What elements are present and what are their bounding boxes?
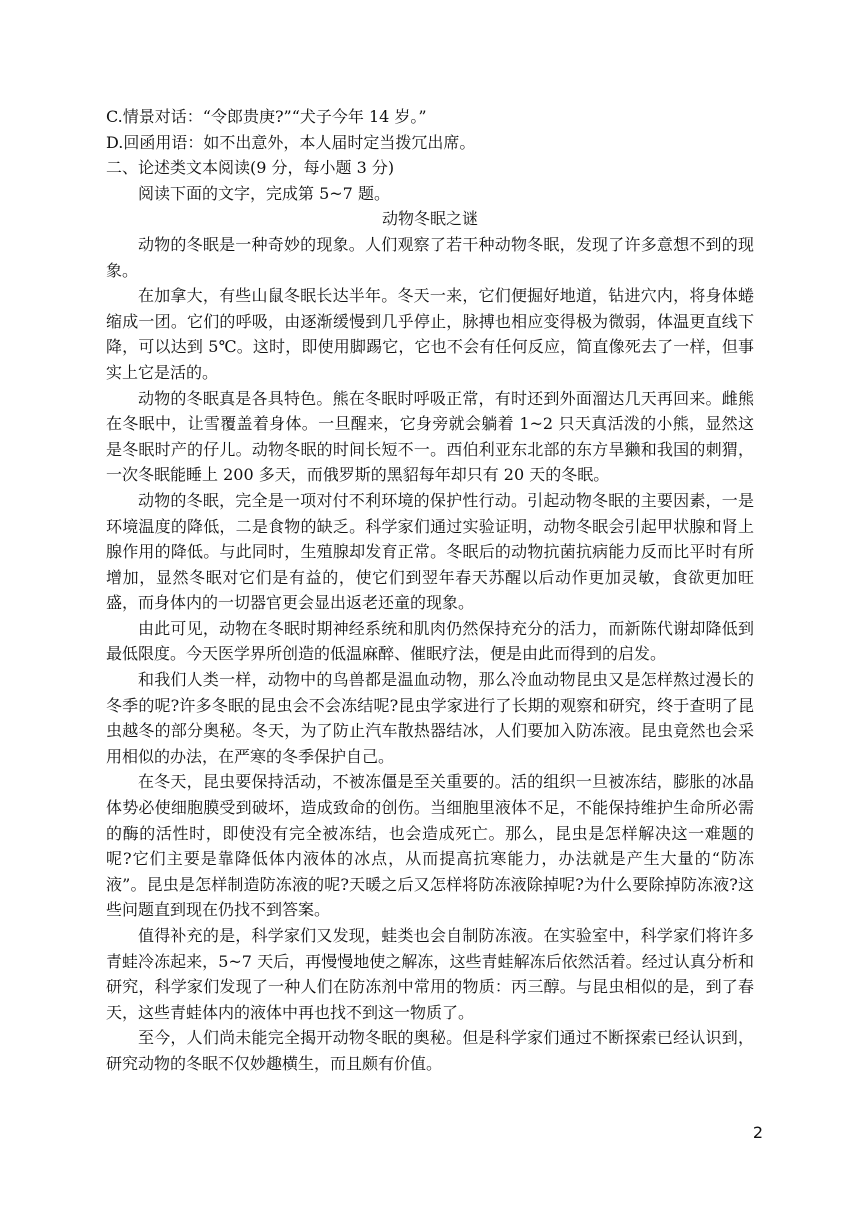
article-paragraph: 动物的冬眠是一种奇妙的现象。人们观察了若干种动物冬眠，发现了许多意想不到的现象。: [106, 234, 754, 280]
article-paragraph: 动物的冬眠，完全是一项对付不利环境的保护性行动。引起动物冬眠的主要因素，一是环境温度的降低，二是食物的缺乏。科学家们通过实验证明，动物冬眠会引起甲状腺和肾上腺作用的降低。与此同时，生殖腺却发育正常。冬眠后的动物抗菌抗病能力反而比平时有所增加，显然冬眠对它们是有益的，使它们到翌年春天苏醒以后动作更加灵敏，食欲更加旺盛，而身体内的一切器官更会显出返老还童的现象。: [106, 490, 754, 613]
instruction: 阅读下面的文字，完成第 5~7 题。: [138, 183, 390, 203]
article-title: 动物冬眠之谜: [381, 209, 478, 229]
article-paragraph: 至今，人们尚未能完全揭开动物冬眠的奥秘。但是科学家们通过不断探索已经认识到，研究动物的冬眠不仅妙趣横生，而且颇有价值。: [106, 1028, 754, 1073]
article-paragraph: 在加拿大，有些山鼠冬眠长达半年。冬天一来，它们便掘好地道，钻进穴内，将身体蜷缩成一团。它们的呼吸，由逐渐缓慢到几乎停止，脉搏也相应变得极为微弱，体温更直线下降，可以达到 5℃。这时，即使用脚踢它，它也不会有任何反应，简直像死去了一样，但事实上它是活的。: [106, 286, 754, 382]
article-paragraph: 由此可见，动物在冬眠时期神经系统和肌肉仍然保持充分的活力，而新陈代谢却降低到最低限度。今天医学界所创造的低温麻醉、催眠疗法，便是由此而得到的启发。: [106, 618, 754, 664]
article-paragraph: 在冬天，昆虫要保持活动，不被冻僵是至关重要的。活的组织一旦被冻结，膨胀的冰晶体势必使细胞膜受到破坏，造成致命的创伤。当细胞里液体不足，不能保持维护生命所必需的酶的活性时，即使没有完全被冻结，也会造成死亡。那么，昆虫是怎样解决这一难题的呢?它们主要是靠降低体内液体的冰点，从而提高抗寒能力，办法就是产生大量的“防冻液”。昆虫是怎样制造防冻液的呢?天暖之后又怎样将防冻液除掉呢?为什么要除掉防冻液?这些问题直到现在仍找不到答案。: [106, 772, 754, 920]
option-d: D.回函用语：如不出意外，本人届时定当拨冗出席。: [106, 132, 476, 152]
article-paragraph: 动物的冬眠真是各具特色。熊在冬眠时呼吸正常，有时还到外面溜达几天再回来。雌熊在冬眠中，让雪覆盖着身体。一旦醒来，它身旁就会躺着 1~2 只天真活泼的小熊，显然这是冬眠时产的仔儿。动物冬眠的时间长短不一。西伯利亚东北部的东方旱獭和我国的刺猬，一次冬眠能睡上 200 多天，而俄罗斯的黑貂每年却只有 20 天的冬眠。: [106, 388, 754, 485]
page-number: 2: [752, 1123, 763, 1142]
option-c: C.情景对话：“令郎贵庚?”“犬子今年 14 岁。”: [106, 107, 427, 126]
section-heading: 二、论述类文本阅读(9 分，每小题 3 分): [106, 158, 395, 178]
page-content: [106, 104, 754, 1077]
article-paragraph: 和我们人类一样，动物中的鸟兽都是温血动物，那么冷血动物昆虫又是怎样熬过漫长的冬季的呢?许多冬眠的昆虫会不会冻结呢?昆虫学家进行了长期的观察和研究，终于查明了昆虫越冬的部分奥秘。冬天，为了防止汽车散热器结冰，人们要加入防冻液。昆虫竟然也会采用相似的办法，在严寒的冬季保护自己。: [106, 670, 754, 766]
article-paragraph: 值得补充的是，科学家们又发现，蛙类也会自制防冻液。在实验室中，科学家们将许多青蛙冷冻起来，5~7 天后，再慢慢地使之解冻，这些青蛙解冻后依然活着。经过认真分析和研究，科学家们发现了一种人们在防冻剂中常用的物质：丙三醇。与昆虫相似的是，到了春天，这些青蛙体内的液体中再也找不到这一物质了。: [106, 926, 754, 1022]
